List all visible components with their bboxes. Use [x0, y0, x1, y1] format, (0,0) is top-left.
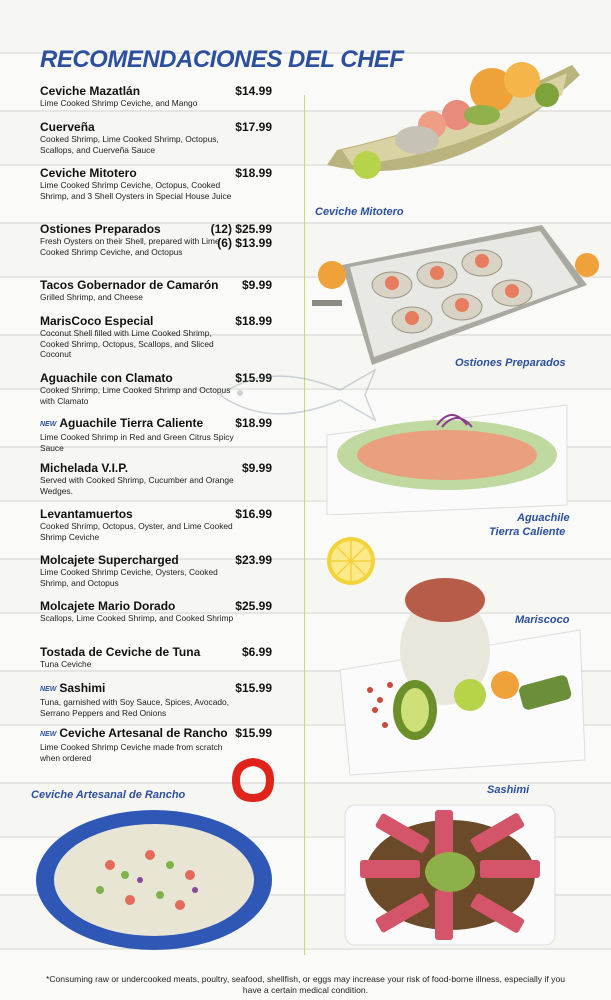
item-name: Molcajete Mario Dorado — [40, 599, 176, 613]
item-price: $15.99 — [235, 681, 272, 695]
aguachile-plate-image — [322, 395, 572, 515]
item-name: Levantamuertos — [40, 507, 133, 521]
sashimi-plate-image — [340, 800, 560, 950]
item-price: $23.99 — [235, 553, 272, 567]
menu-item — [40, 461, 272, 496]
caption-artesanal: Ceviche Artesanal de Rancho — [31, 789, 186, 801]
item-name: Michelada V.I.P. — [40, 461, 129, 475]
menu-item — [40, 681, 272, 718]
item-price: $14.99 — [235, 84, 272, 98]
menu-item — [40, 84, 272, 109]
item-description: Scallops, Lime Cooked Shrimp, and Cooked Shrimp — [40, 613, 234, 623]
item-price: $15.99 — [235, 726, 272, 740]
new-badge: NEW — [40, 421, 57, 428]
menu-item — [40, 222, 272, 257]
item-description: Lime Cooked Shrimp Ceviche, Oysters, Cooked Shrimp, and Octopus — [40, 567, 218, 588]
pepper-slice-icon — [228, 754, 278, 806]
item-description: Tuna, garnished with Soy Sauce, Spices, Avocado, Serrano Peppers and Red Onions — [40, 697, 230, 718]
caption-sashimi: Sashimi — [487, 784, 530, 796]
new-badge: NEW — [40, 731, 57, 738]
item-price: $18.99 — [235, 416, 272, 430]
footnote-disclaimer: *Consuming raw or undercooked meats, poultry, seafood, shellfish, or eggs may increase your risk of food-borne illness, especially if you have a certain medical condition. — [45, 973, 566, 995]
item-name: Cuerveña — [40, 120, 95, 134]
menu-item — [40, 314, 272, 360]
item-price: $15.99 — [235, 371, 272, 385]
caption-mariscoco: Mariscoco — [515, 614, 570, 626]
caption-ostiones: Ostiones Preparados — [455, 357, 566, 369]
menu-item — [40, 599, 272, 624]
item-description: Lime Cooked Shrimp Ceviche, Octopus, Cooked Shrimp, and 3 Shell Oysters in Special House Juice — [40, 180, 232, 201]
ceviche-bowl-image — [30, 805, 278, 955]
item-name: Ceviche Mitotero — [40, 166, 137, 180]
new-badge: NEW — [40, 686, 57, 693]
item-name: MarisCoco Especial — [40, 314, 154, 328]
item-price: $16.99 — [235, 507, 272, 521]
item-name: Tostada de Ceviche de Tuna — [40, 645, 201, 659]
item-price: $6.99 — [241, 645, 272, 659]
item-description: Tuna Ceviche — [40, 659, 92, 669]
item-description: Lime Cooked Shrimp Ceviche made from scratch when ordered — [40, 742, 223, 763]
item-price: $18.99 — [235, 166, 272, 180]
item-name: Aguachile Tierra Caliente — [59, 416, 204, 430]
mariscoco-image — [330, 560, 590, 780]
item-description: Lime Cooked Shrimp in Red and Green Citrus Spicy Sauce — [40, 432, 234, 453]
item-description: Served with Cooked Shrimp, Cucumber and Orange Wedges. — [40, 475, 234, 496]
price-line-6: (6) $13.99 — [217, 236, 272, 250]
item-name: Sashimi — [59, 681, 106, 695]
ostiones-tray-image — [312, 215, 604, 375]
item-price — [211, 222, 272, 250]
item-description: Fresh Oysters on their Shell, prepared with Lime Cooked Shrimp Ceviche, and Octopus — [40, 236, 220, 257]
item-price: $17.99 — [235, 120, 272, 134]
item-description: Coconut Shell filled with Lime Cooked Shrimp, Cooked Shrimp, Octopus, Scallops, and Sliced Coconut — [40, 328, 214, 359]
item-price: $9.99 — [241, 461, 272, 475]
menu-item — [40, 166, 272, 201]
menu-item — [40, 645, 272, 670]
item-name: Ostiones Preparados — [40, 222, 161, 236]
item-name: Tacos Gobernador de Camarón — [40, 278, 219, 292]
item-description: Lime Cooked Shrimp Ceviche, and Mango — [40, 98, 198, 108]
item-description: Grilled Shrimp, and Cheese — [40, 292, 143, 302]
item-description: Cooked Shrimp, Lime Cooked Shrimp, Octopus, Scallops, and Cuerveña Sauce — [40, 134, 219, 155]
caption-mitotero: Ceviche Mitotero — [315, 206, 404, 218]
menu-item — [40, 120, 272, 155]
item-description: Cooked Shrimp, Lime Cooked Shrimp and Octopus with Clamato — [40, 385, 231, 406]
menu-item — [40, 278, 272, 303]
ceviche-boat-image — [322, 55, 584, 185]
item-name: Ceviche Mazatlán — [40, 84, 141, 98]
price-line-12: (12) $25.99 — [210, 222, 272, 236]
caption-aguachile-line2: Tierra Caliente — [489, 526, 566, 538]
menu-item — [40, 553, 272, 588]
item-name: Molcajete Supercharged — [40, 553, 179, 567]
item-name: Ceviche Artesanal de Rancho — [59, 726, 228, 740]
item-price: $18.99 — [235, 314, 272, 328]
page-title: RECOMENDACIONES DEL CHEF — [40, 46, 404, 73]
column-divider — [304, 95, 305, 955]
item-price: $9.99 — [241, 278, 272, 292]
menu-item — [40, 507, 272, 542]
item-price: $25.99 — [235, 599, 272, 613]
item-description: Cooked Shrimp, Octopus, Oyster, and Lime Cooked Shrimp Ceviche — [40, 521, 233, 542]
item-name: Aguachile con Clamato — [40, 371, 173, 385]
caption-aguachile-line1: Aguachile — [517, 512, 570, 524]
